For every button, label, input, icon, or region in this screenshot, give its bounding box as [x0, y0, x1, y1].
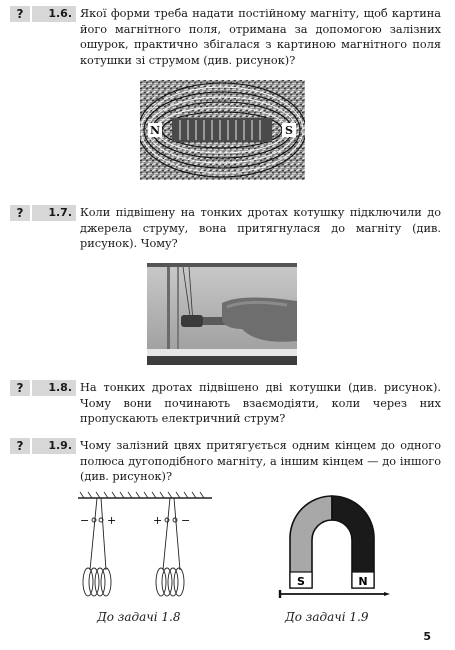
coil2-right-sign: −: [181, 514, 191, 527]
pole-label-s: S: [285, 124, 293, 137]
question-mark-badge: ?: [10, 438, 30, 454]
problem-number: 1.8.: [32, 380, 76, 396]
problem-1-7: [10, 205, 441, 252]
caption-1-8: До задачі 1.8: [97, 610, 181, 624]
problem-1-6: [10, 6, 441, 68]
problem-number: 1.6.: [32, 6, 76, 22]
problem-text: Якої форми треба надати постійному магніту, щоб картина його магнітного поля, отримана за допомогою залізних ошурок, практично збігалася з картиною магнітного поля котушки зі струмом (див. рисунок)?: [80, 7, 441, 67]
problem-1-9: [10, 438, 441, 485]
problem-text: Коли підвішену на тонких дротах котушку підключили до джерела струму, вона притягнулася до магніту (див. рисунок). Чому?: [80, 206, 441, 250]
pole-label-s: S: [297, 575, 305, 588]
page-number: 5: [423, 630, 431, 643]
problem-text: На тонких дротах підвішено дві котушки (див. рисунок). Чому вони починають взаємодіяти, коли через них пропускають електричний струм?: [80, 381, 441, 425]
problem-number: 1.9.: [32, 438, 76, 454]
problem-text: Чому залізний цвях притягується одним кінцем до одного полюса дугоподібного магніту, а іншим кінцем — до іншого (див. рисунок)?: [80, 439, 441, 483]
caption-1-9: До задачі 1.9: [285, 610, 369, 624]
figure-horseshoe-magnet: [272, 490, 397, 605]
question-mark-badge: ?: [10, 205, 30, 221]
figure-hanging-coils: [70, 490, 220, 605]
coil1-right-sign: +: [107, 514, 117, 527]
coil1-left-sign: −: [80, 514, 90, 527]
coil2-left-sign: +: [153, 514, 163, 527]
question-mark-badge: ?: [10, 6, 30, 22]
figure-coil-photo: [147, 263, 297, 365]
pole-label-n: N: [149, 124, 161, 137]
pole-label-n: N: [358, 575, 368, 588]
figure-filings-field: [140, 80, 305, 180]
problem-number: 1.7.: [32, 205, 76, 221]
problem-1-8: [10, 380, 441, 427]
question-mark-badge: ?: [10, 380, 30, 396]
